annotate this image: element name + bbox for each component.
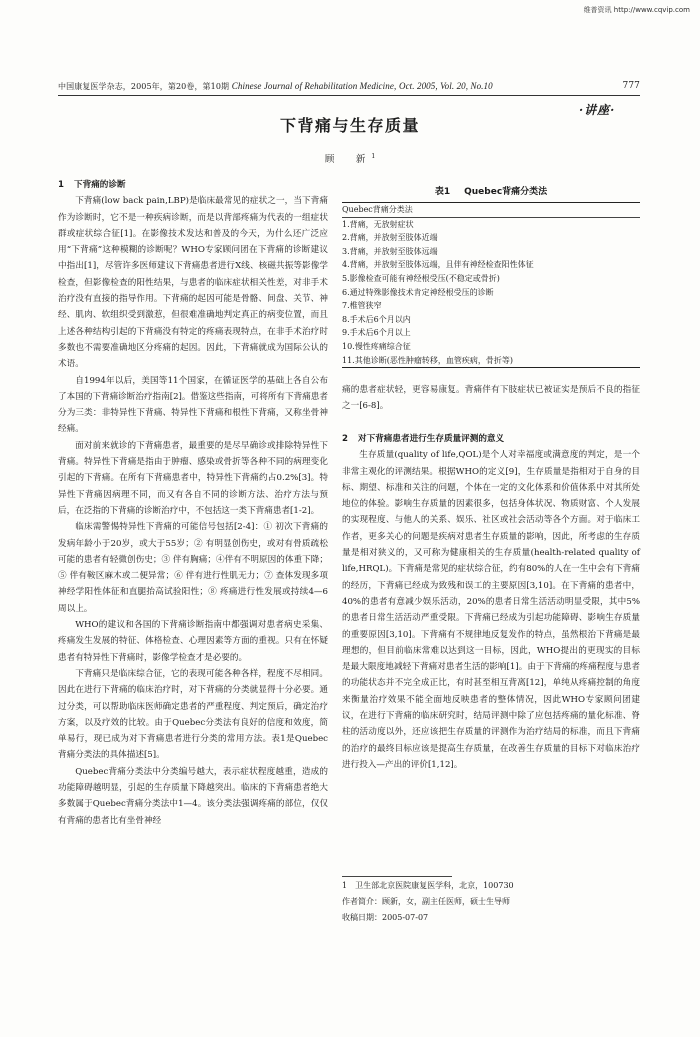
table-row: 1.背痛，无放射症状 — [342, 219, 414, 229]
table-1 — [342, 202, 640, 368]
header-rule — [58, 95, 640, 96]
footnote-affiliation: 1 卫生部北京医院康复医学科，北京，100730 — [342, 881, 514, 890]
right-column-top — [342, 382, 640, 415]
table-row: 4.背痛，并放射至肢体远端，且伴有神经检查阳性体征 — [342, 260, 534, 270]
table-row: 5.影像检查可能有神经根受压(不稳定或骨折) — [342, 273, 500, 283]
page-number: 777 — [622, 81, 640, 91]
watermark: 维普资讯 http://www.cqvip.com — [583, 6, 690, 14]
section-tag: ·讲座· — [579, 103, 616, 117]
footnote-received: 收稿日期：2005-07-07 — [342, 913, 429, 922]
table-row: 7.椎管狭窄 — [342, 301, 382, 311]
footnote — [342, 878, 640, 926]
left-column — [58, 177, 328, 829]
footnote-author-info: 作者简介：顾新，女，副主任医师，硕士生导师 — [342, 897, 510, 906]
author-name: 顾 新 — [324, 154, 372, 165]
running-header — [58, 81, 640, 92]
s1-paragraph-4: 临床需警惕特异性下背痛的可能信号包括[2-4]：① 初次下背痛的发病年龄小于20岁，或大于55岁；② 有明显创伤史，或对有骨质疏松可能的患者有轻微创伤史；③ 伴有胸痛；④伴有不明原因的体重下降；⑤ 伴有鞍区麻木或二便异常；⑥ 伴有进行性肌无力；⑦ 查体发现多项神经学阳性体征和直腿抬高试验阳性；⑧ 疼痛进行性发展或持续4—6周以上。 — [58, 522, 328, 614]
table-row: 6.通过特殊影像技术肯定神经根受压的诊断 — [342, 287, 494, 297]
table-row: 9.手术后6个月以上 — [342, 328, 411, 338]
section-2-heading: 2 对下背痛患者进行生存质量评测的意义 — [342, 434, 505, 444]
author-affil-mark: 1 — [371, 152, 376, 160]
section-1-heading: 1 下背痛的诊断 — [58, 180, 126, 190]
journal-cn: 中国康复医学杂志，2005年，第20卷，第10期 — [58, 82, 230, 91]
table-header-cell: Quebec背痛分类法 — [342, 205, 413, 214]
s1-paragraph-5: WHO的建议和各国的下背痛诊断指南中都强调对患者病史采集、疼痛发生发展的特征、体格检查、心理因素等方面的重视。只有在怀疑患者有特异性下背痛时，影像学检查才是必要的。 — [58, 620, 328, 663]
footnote-rule — [342, 876, 452, 877]
author — [0, 151, 700, 165]
s2-paragraph-1: 生存质量(quality of life,QOL)是个人对幸福度或满意度的判定，是一个非常主观化的评测结果。根据WHO的定义[9]，生存质量是指相对于自身的目标、期望、标准和关注的问题，个体在一定的文化体系和价值体系中对其所处地位的体验。影响生存质量的因素很多，包括身体状况、物质财富、个人发展的实现程度、与他人的关系、娱乐、社区或社会活动等各个方面。对于临床工作者，更多关心的问题是疾病对患者生存质量的影响，因此，所考虑的生存质量是相对狭义的，又可称为健康相关的生存质量(health-related quality of life,HRQL)。下背痛是常见的症状综合征，约有80%的人在一生中会有下背痛的经历，下背痛已经成为致残和误工的主要原因[3,10]。在下背痛的患者中，40%的患者有意减少娱乐活动，20%的患者日常生活活动明显受限，其中5%的患者日常生活活动严重受限。下背痛已经成为引起功能障碍、影响生存质量的重要原因[3,10]。下背痛有不规律地反复发作的特点，虽然根治下背痛是最理想的，但目前临床常难以达到这一目标，因此，WHO提出的更现实的目标是最大限度地减轻下背痛对患者生活的影响[1]。由于下背痛的疼痛程度与患者的功能状态并不完全成正比，有时甚至相互背离[12]，单纯从疼痛控制的角度来衡量治疗效果不能全面地反映患者的整体情况，因此WHO专家顾问团建议，在进行下背痛的临床研究时，结局评测中除了应包括疼痛的量化标准、脊柱的活动度以外，还应该把生存质量的评测作为治疗结局的标准，而且下背痛的治疗的最终目标应该是提高生存质量，在改善生存质量的目标下对临床治疗进行投入—产出的评价[1,12]。 — [342, 450, 640, 770]
table-row: 3.背痛，并放射至肢体远端 — [342, 246, 438, 256]
issue-en: Oct. 2005, Vol. 20, No.10 — [398, 81, 493, 91]
s1-paragraph-7: Quebec背痛分类法中分类编号越大，表示症状程度越重，造成的功能障碍越明显，引起的生存质量下降越突出。临床的下背痛患者绝大多数属于Quebec背痛分类法中1—4。该分类法强调疼痛的部位，仅仅有背痛的患者比有坐骨神经 — [58, 766, 328, 826]
journal-en: Chinese Journal of Rehabilitation Medicine, — [231, 81, 397, 91]
paper-title: 下背痛与生存质量 — [279, 116, 420, 135]
s1-paragraph-1: 下背痛(low back pain,LBP)是临床最常见的症状之一，当下背痛作为诊断时，它不是一种疾病诊断，而是以背部疼痛为代表的一组症状群或症状综合征[1]。在影像技术发达和普及的今天，为什么还广泛应用“下背痛”这种模糊的诊断呢？WHO专家顾问团在下背痛的诊断建议中指出[1]，尽管许多医师建议下背痛患者进行X线、核磁共振等影像学检查，但影像检查的阳性结果，与患者的临床症状相关性差，对非手术治疗没有直接的指导作用。下背痛的起因可能是骨骼、间盘、关节、神经、肌肉、软组织受到激惹，但很难准确地判定真正的病变位置，而且上述各种结构引起的下背痛没有特定的疼痛表现特点，在非手术治疗时多数也不需要准确地区分疼痛的起因。因此，下背痛就成为国际公认的术语。 — [58, 196, 328, 370]
table-caption: 表1 Quebec背痛分类法 — [434, 187, 548, 197]
s1-paragraph-2: 自1994年以后，美国等11个国家，在循证医学的基础上各自公布了本国的下背痛诊断治疗指南[2]。借鉴这些指南，可将所有下背痛患者分为三类：非特异性下背痛、特异性下背痛和根性下背痛，又称坐骨神经痛。 — [58, 375, 328, 435]
right-column-bottom — [342, 431, 640, 773]
table-row: 11.其他诊断(恶性肿瘤转移，血管疾病，骨折等) — [342, 355, 513, 365]
table-row: 8.手术后6个月以内 — [342, 314, 411, 324]
table-row: 2.背痛，并放射至肢体近端 — [342, 233, 438, 243]
table-row: 10.慢性疼痛综合征 — [342, 341, 411, 351]
s1-paragraph-3: 面对前来就诊的下背痛患者，最重要的是尽早确诊或排除特异性下背痛。特异性下背痛是指由于肿瘤、感染或骨折等各种不同的病理变化引起的下背痛。在所有下背痛患者中，特异性下背痛约占0.2%[3]。特异性下背痛因病理不同，而又有各自不同的诊断方法、治疗方法与预后，在泛指的下背痛的诊断治疗中，不包括这一类下背痛患者[1-2]。 — [58, 440, 328, 516]
s1-paragraph-6: 下背痛只是临床综合征，它的表现可能各种各样，程度不尽相同。因此在进行下背痛的临床治疗时，对下背痛的分类就显得十分必要。通过分类，可以帮助临床医师确定患者的严重程度、判定预后，确定治疗方案，以及疗效的比较。由于Quebec分类法有良好的信度和效度，简单易行，现已成为对下背痛患者进行分类的常用方法。表1是Quebec背痛分类法的具体描述[5]。 — [58, 668, 328, 761]
continued-paragraph: 痛的患者症状轻，更容易康复。背痛伴有下肢症状已被证实是预后不良的指征之一[6-8]。 — [342, 385, 640, 412]
